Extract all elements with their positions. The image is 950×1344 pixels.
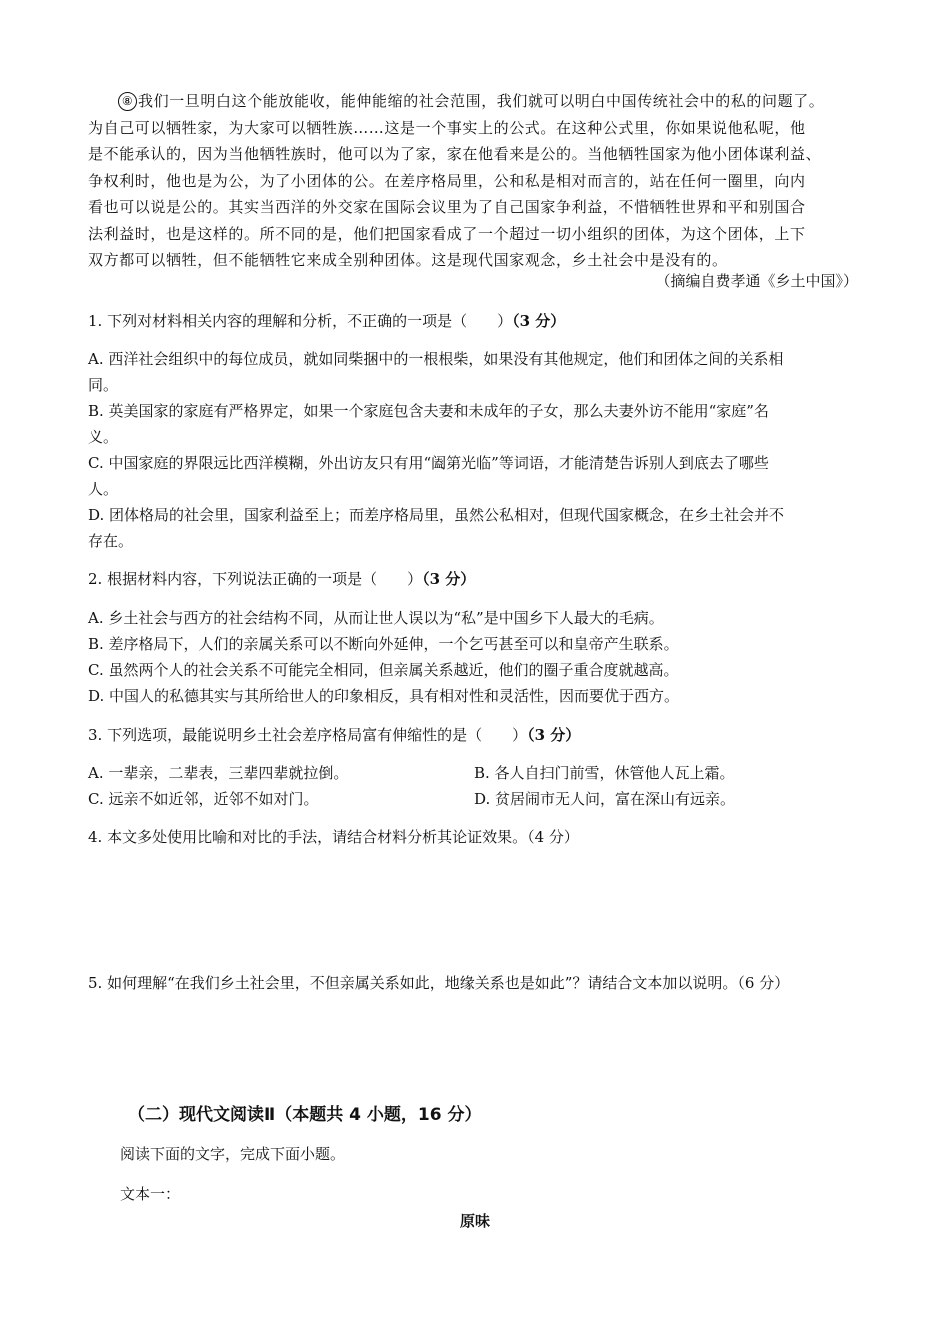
- paragraph-marker: ⑧: [118, 92, 137, 111]
- question-3-option-b[interactable]: B. 各人自扫门前雪，休管他人瓦上霜。: [474, 764, 735, 782]
- text-label: 文本一：: [120, 1185, 181, 1203]
- question-1-option-a[interactable]: A. 西洋社会组织中的每位成员，就如同柴捆中的一根根柴，如果没有其他规定，他们和团体之间的关系相 同。: [88, 350, 784, 394]
- question-2-stem: 2. 根据材料内容，下列说法正确的一项是（ ）（3 分）: [88, 570, 476, 588]
- question-3-stem: 3. 下列选项，最能说明乡土社会差序格局富有伸缩性的是（ ）（3 分）: [88, 726, 581, 744]
- section-heading: （二）现代文阅读Ⅱ（本题共 4 小题，16 分）: [128, 1105, 482, 1125]
- passage-line: 为自己可以牺牲家，为大家可以牺牲族……这是一个事实上的公式。在这种公式里，你如果说他私呢，他: [88, 118, 806, 137]
- passage: [88, 88, 884, 274]
- passage-line: 双方都可以牺牲，但不能牺牲它来成全别种团体。这是现代国家观念，乡土社会中是没有的。: [88, 251, 728, 269]
- question-1-option-d[interactable]: D. 团体格局的社会里，国家利益至上；而差序格局里，虽然公私相对，但现代国家概念，在乡土社会并不 存在。: [88, 506, 785, 550]
- question-2-option-b[interactable]: B. 差序格局下，人们的亲属关系可以不断向外延伸，一个乞丐甚至可以和皇帝产生联系。: [88, 635, 679, 653]
- question-2-option-c[interactable]: C. 虽然两个人的社会关系不可能完全相同，但亲属关系越近，他们的圈子重合度就越高。: [88, 661, 679, 679]
- question-1-stem: 1. 下列对材料相关内容的理解和分析，不正确的一项是（ ）（3 分）: [88, 312, 566, 330]
- passage-line: 看也可以说是公的。其实当西洋的外交家在国际会议里为了自己国家争利益，不惜牺牲世界和平和别国合: [88, 198, 806, 216]
- question-3-option-d[interactable]: D. 贫居闹市无人问，富在深山有远亲。: [474, 790, 736, 808]
- question-2-option-d[interactable]: D. 中国人的私德其实与其所给世人的印象相反，具有相对性和灵活性，因而要优于西方。: [88, 687, 680, 705]
- question-4-stem: 4. 本文多处使用比喻和对比的手法，请结合材料分析其论证效果。（4 分）: [88, 828, 579, 846]
- passage-line: 是不能承认的，因为当他牺牲族时，他可以为了家，家在他看来是公的。当他牺牲国家为他小团体谋利益、: [88, 145, 822, 163]
- section-instruction: 阅读下面的文字，完成下面小题。: [120, 1145, 346, 1163]
- question-5-stem: 5. 如何理解“在我们乡土社会里，不但亲属关系如此，地缘关系也是如此”？请结合文本加以说明。（6 分）: [88, 974, 790, 992]
- passage-line: 争权利时，他也是为公，为了小团体的公。在差序格局里，公和私是相对而言的，站在任何一圈里，向内: [88, 171, 806, 190]
- question-3-option-a[interactable]: A. 一辈亲，二辈表，三辈四辈就拉倒。: [88, 764, 349, 782]
- question-3-option-c[interactable]: C. 远亲不如近邻，近邻不如对门。: [88, 790, 319, 808]
- passage-source: （摘编自费孝通《乡土中国》）: [655, 272, 858, 290]
- question-1-option-c[interactable]: C. 中国家庭的界限远比西洋模糊，外出访友只有用“阖第光临”等词语，才能清楚告诉别人到底去了哪些 人。: [88, 454, 769, 498]
- question-2-option-a[interactable]: A. 乡土社会与西方的社会结构不同，从而让世人误以为“私”是中国乡下人最大的毛病。: [88, 609, 664, 627]
- article-title: 原味: [459, 1212, 490, 1230]
- passage-line: 法利益时，也是这样的。所不同的是，他们把国家看成了一个超过一切小组织的团体，为这个团体，上下: [88, 224, 806, 243]
- question-1-option-b[interactable]: B. 英美国家的家庭有严格界定，如果一个家庭包含夫妻和未成年的子女，那么夫妻外访不能用“家庭”名 义。: [88, 402, 769, 446]
- passage-line: ⑧ 我们一旦明白这个能放能收，能伸能缩的社会范围，我们就可以明白中国传统社会中的私的问题了。: [88, 88, 884, 115]
